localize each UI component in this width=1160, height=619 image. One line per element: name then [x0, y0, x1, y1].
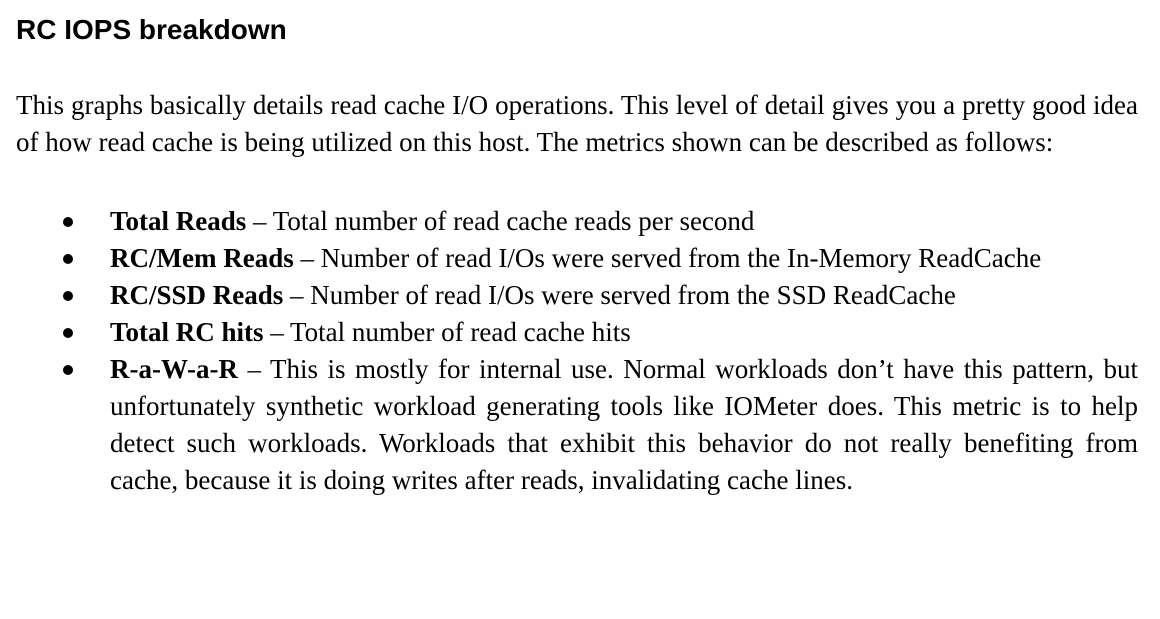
section-heading: RC IOPS breakdown — [16, 14, 287, 45]
list-item-total-rc-hits — [16, 314, 1138, 351]
metric-description: – Number of read I/Os were served from the In-Memory ReadCache — [293, 243, 1042, 273]
bullet-icon — [63, 328, 73, 338]
metric-description: – Total number of read cache reads per second — [246, 206, 755, 236]
bullet-icon — [63, 217, 73, 227]
bullet-icon — [63, 291, 73, 301]
metric-term: Total Reads — [110, 206, 247, 236]
metric-description: – Total number of read cache hits — [263, 317, 631, 347]
list-item-total-reads — [16, 203, 1138, 240]
list-item-rawar — [16, 351, 1138, 499]
metric-term: RC/Mem Reads — [110, 243, 294, 273]
list-item-rc-ssd-reads — [16, 277, 1138, 314]
intro-paragraph: This graphs basically details read cache I/O operations. This level of detail gives you a pretty good idea of how read cache is being utilized on this host. The metrics shown can be described as follows: — [16, 90, 1138, 157]
bullet-icon — [63, 365, 73, 375]
metric-term: R-a-W-a-R — [110, 354, 238, 384]
metrics-list — [16, 203, 1138, 499]
metric-term: Total RC hits — [110, 317, 264, 347]
metric-description: – Number of read I/Os were served from the SSD ReadCache — [283, 280, 956, 310]
metric-description: – This is mostly for internal use. Normal workloads don’t have this pattern, but unfortunately synthetic workload generating tools like IOMeter does. This metric is to help detect such workloads. Workloads that exhibit this behavior do not really benefiting from cache, because it is doing writes after reads, invalidating cache lines. — [110, 354, 1138, 495]
document-page — [16, 10, 1138, 499]
metric-term: RC/SSD Reads — [110, 280, 284, 310]
list-item-rc-mem-reads — [16, 240, 1138, 277]
bullet-icon — [63, 254, 73, 264]
